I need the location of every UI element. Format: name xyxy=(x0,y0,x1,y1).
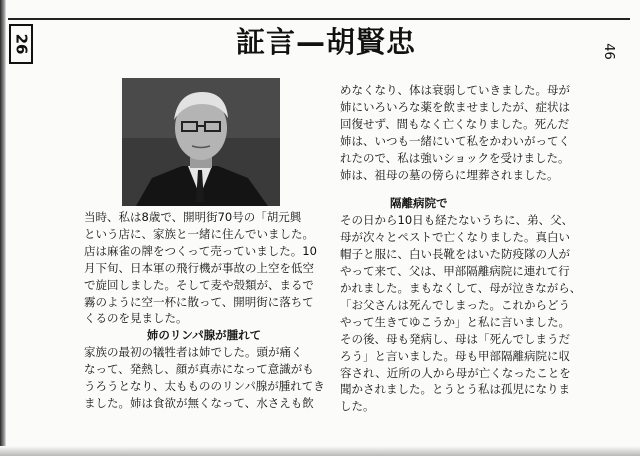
right-column xyxy=(340,82,590,415)
text-line: れたので、私は強いショックを受けました。 xyxy=(340,150,570,165)
page-title: 証言—胡賢忠 xyxy=(235,25,416,59)
text-line: やって生きてゆこうか」と私に言いました。 xyxy=(340,314,570,329)
text-line: 霧のように空一杯に散って、開明街に落ちて xyxy=(84,294,314,309)
text-line: 姉にいろいろな薬を飲ませましたが、症状は xyxy=(340,99,570,114)
page-number-box xyxy=(9,24,33,64)
text-line: なって、発熱し、顔が真赤になって意識がも xyxy=(84,362,314,377)
left-section-body xyxy=(84,344,325,412)
text-line: という店に、家族と一緒に住んでいました。 xyxy=(84,226,314,241)
text-line: 月下旬、日本軍の飛行機が事故の上空を低空 xyxy=(84,260,314,275)
text-line: くるのを見ました。 xyxy=(84,311,188,326)
section-heading: 姉のリンパ腺が腫れて xyxy=(146,328,262,343)
text-line: 帽子と服に、白い長靴をはいた防疫隊の人が xyxy=(340,247,570,262)
text-line: 姉は、いつも一緒にいて私をかわいがってく xyxy=(340,133,570,148)
page-bottom-shadow xyxy=(0,446,640,456)
text-line: その後、母も発病し、母は「死んでしまうだ xyxy=(340,331,570,346)
text-line: めなくなり、体は衰弱していきました。母が xyxy=(340,83,570,97)
text-line: ました。姉は食欲が無くなって、水さえも飲 xyxy=(84,395,314,410)
right-section-body xyxy=(340,212,590,415)
text-line: で旋回しました。そして麦や殻類が、まるで xyxy=(84,277,314,292)
text-line: かれました。まもなくして、母が泣きながら、 xyxy=(340,280,582,295)
page-number: 26 xyxy=(12,33,30,55)
text-line: その日から10日も経たないうちに、弟、父、 xyxy=(340,213,574,228)
book-binding-edge xyxy=(0,0,6,456)
portrait-illustration xyxy=(122,78,280,206)
section-heading: 隔離病院で xyxy=(390,196,448,211)
text-line: 当時、私は8歳で、開明街70号の「胡元興 xyxy=(84,210,302,224)
text-line: 家族の最初の犠牲者は姉でした。頭が痛く xyxy=(84,345,303,360)
text-line: 「お父さんは死んでしまった。これからどう xyxy=(340,297,570,312)
text-line: 姉は、祖母の墓の傍らに埋葬されました。 xyxy=(340,167,559,182)
text-line: した。 xyxy=(340,399,375,414)
text-line: やって来て、父は、甲部隔離病院に連れて行 xyxy=(340,264,570,279)
text-line: 回復せず、間もなく亡くなりました。死んだ xyxy=(340,116,570,131)
text-line: うろうとなり、太ももののリンパ腺が腫れてき xyxy=(84,379,325,394)
text-line: 店は麻雀の牌をつくって売っていました。10 xyxy=(84,243,317,258)
side-page-number: 46 xyxy=(600,43,616,60)
text-line: 聞かされました。とうとう私は孤児になりま xyxy=(340,382,570,397)
portrait-photo xyxy=(122,78,280,206)
text-line: ろう」と言いました。母も甲部隔離病院に収 xyxy=(340,348,570,363)
text-line: 母が次々とペストで亡くなりました。真白い xyxy=(340,230,570,245)
text-line: 容され、近所の人から母が亡くなったことを xyxy=(340,365,571,380)
right-intro xyxy=(340,82,590,183)
left-intro xyxy=(84,209,317,327)
left-column xyxy=(84,209,325,412)
